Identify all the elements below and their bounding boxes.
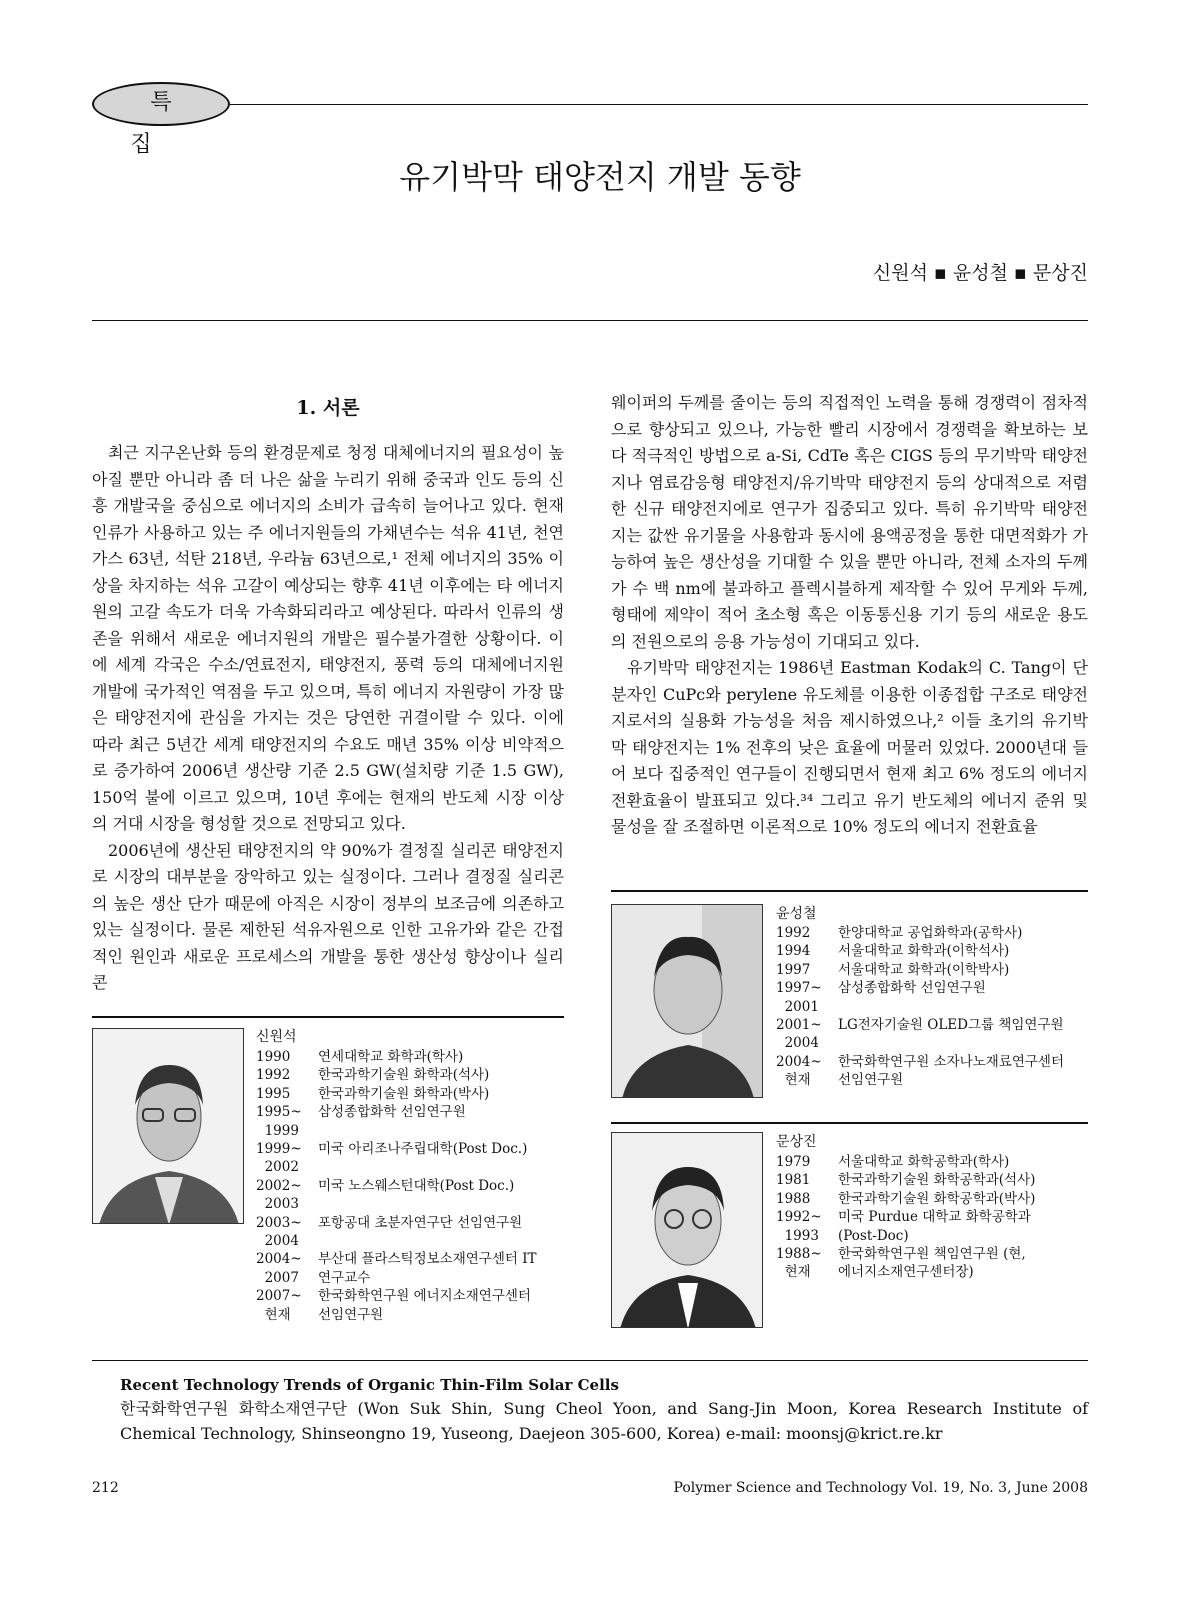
- author-photo-yoon: [611, 904, 763, 1098]
- bio-name-shin: 신원석: [256, 1029, 297, 1045]
- bio-year: 2001~ 2004: [776, 1017, 822, 1052]
- bio-desc: 한국과학기술원 화학공학과(석사): [838, 1172, 1036, 1189]
- bio-year: 2004~ 현재: [776, 1053, 822, 1089]
- bio-desc: 삼성종합화학 선임연구원: [318, 1104, 466, 1121]
- bio-year: 1979: [776, 1154, 811, 1170]
- bio-table-yoon: [776, 924, 1078, 1090]
- bio-desc: 한국과학기술원 화학과(석사): [318, 1067, 490, 1084]
- bio-rule: [611, 1122, 1088, 1124]
- author-line: 신원석 ▪ 윤성철 ▪ 문상진: [872, 262, 1088, 284]
- bio-desc: 한국화학연구원 책임연구원 (현, 에너지소재연구센터장): [838, 1246, 1026, 1281]
- bio-year: 2004~ 2007: [256, 1251, 302, 1286]
- bio-row: [256, 1048, 548, 1066]
- bio-desc: 한국과학기술원 화학공학과(박사): [838, 1190, 1036, 1207]
- bio-table-shin: [256, 1048, 548, 1324]
- bio-row: [256, 1177, 548, 1214]
- journal-citation: Polymer Science and Technology Vol. 19, No. 3, June 2008: [673, 1480, 1088, 1496]
- bio-row: [776, 1208, 1038, 1245]
- bio-desc: 한국과학기술원 화학과(박사): [318, 1085, 490, 1102]
- bio-desc: 삼성종합화학 선임연구원: [838, 980, 986, 997]
- bio-year: 1992: [776, 925, 811, 941]
- bio-year: 1988~ 현재: [776, 1246, 822, 1281]
- bio-year: 1994: [776, 943, 811, 960]
- bio-row: [776, 961, 1078, 979]
- bio-rule: [92, 1016, 564, 1018]
- bio-desc: 부산대 플라스틱정보소재연구센터 IT 연구교수: [318, 1251, 537, 1286]
- bio-rule: [611, 890, 1088, 892]
- bio-row: [256, 1103, 548, 1140]
- portrait-icon: [612, 905, 763, 1098]
- bio-desc: 연세대학교 화학과(학사): [318, 1049, 464, 1065]
- footer-rule: [92, 1360, 1088, 1361]
- bio-row: [776, 1245, 1038, 1282]
- header-rule: [230, 104, 1088, 105]
- bio-row: [776, 1053, 1078, 1090]
- bio-row: [776, 942, 1078, 960]
- paragraph: 2006년에 생산된 태양전지의 약 90%가 결정질 실리콘 태양전지로 시장의 대부분을 장악하고 있는 실정이다. 그러나 결정질 실리콘의 높은 생산 단가 때문에 아직은 시장이 정부의 보조금에 의존하고 있는 실정이다. 물론 제한된 석유자원으로 인한 고유가와 같은 간접적인 원인과 새로운 프로세스의 개발을 통한 생산성 향상이나 실리콘: [92, 840, 564, 992]
- bio-year: 1997~ 2001: [776, 980, 822, 1015]
- bio-name-moon: 문상진: [776, 1134, 817, 1150]
- bio-name-yoon: 윤성철: [776, 906, 817, 922]
- page-number: 212: [92, 1480, 119, 1496]
- bio-year: 2002~ 2003: [256, 1177, 302, 1213]
- bio-desc: 미국 Purdue 대학교 화학공학과 (Post-Doc): [838, 1209, 1031, 1244]
- portrait-icon: [93, 1029, 244, 1224]
- section-heading: 1. 서론: [296, 397, 360, 419]
- bio-year: 1997: [776, 961, 811, 978]
- paragraph: 유기박막 태양전지는 1986년 Eastman Kodak의 C. Tang이 단분자인 CuPc와 perylene 유도체를 이용한 이종접합 구조로 태양전지로서의 실용화 가능성을 처음 제시하였으나,² 이들 초기의 유기박막 태양전지는 1% 전후의 낮은 효율에 머물러 있었다. 2000년대 들어 보다 집중적인 연구들이 진행되면서 현재 최고 6% 정도의 에너지 전환효율이 발표되고 있다.³⁴ 그리고 유기 반도체의 에너지 준위 및 물성을 잘 조절하면 이론적으로 10% 정도의 에너지 전환효율: [611, 658, 1088, 836]
- bio-year: 1992: [256, 1067, 291, 1084]
- bio-desc: LG전자기술원 OLED그룹 책임연구원: [838, 1017, 1064, 1034]
- bio-year: 1988: [776, 1190, 811, 1207]
- bio-row: [256, 1140, 548, 1177]
- bio-row: [256, 1214, 548, 1251]
- bio-year: 2007~ 현재: [256, 1288, 302, 1323]
- bio-year: 1981: [776, 1172, 811, 1189]
- bio-row: [256, 1250, 548, 1287]
- affiliation: 한국화학연구원 화학소재연구단 (Won Suk Shin, Sung Cheol Yoon, and Sang-Jin Moon, Korea Research Institute of Chemical Technology, Shinseongno 19, Yuseong, Daejeon 305-600, Korea) e-mail: moonsj@krict.re.kr: [120, 1399, 1088, 1443]
- right-column: [611, 390, 1088, 841]
- bio-year: 2003~ 2004: [256, 1214, 302, 1250]
- bio-row: [776, 1016, 1078, 1053]
- bio-year: 1999~ 2002: [256, 1141, 302, 1176]
- bio-row: [256, 1066, 548, 1084]
- bio-desc: 한국화학연구원 에너지소재연구센터 선임연구원: [318, 1288, 531, 1323]
- bio-table-moon: [776, 1153, 1038, 1282]
- bio-year: 1995~ 1999: [256, 1104, 302, 1139]
- bio-desc: 서울대학교 화학과(이학석사): [838, 943, 1010, 960]
- bio-desc: 포항공대 초분자연구단 선임연구원: [318, 1214, 523, 1231]
- bio-row: [256, 1287, 548, 1324]
- left-column: [92, 440, 564, 997]
- bio-year: 1995: [256, 1085, 291, 1102]
- paragraph: 최근 지구온난화 등의 환경문제로 청정 대체에너지의 필요성이 높아질 뿐만 아니라 좀 더 나은 삶을 누리기 위해 중국과 인도 등의 신흥 개발국을 중심으로 에너지의 소비가 급속히 늘어나고 있다. 현재 인류가 사용하고 있는 주 에너지원들의 가채년수는 석유 41년, 천연가스 63년, 석탄 218년, 우라늄 63년으로,¹ 전체 에너지의 35% 이상을 차지하는 석유 고갈이 예상되는 향후 41년 이후에는 타 에너지원의 고갈 속도가 더욱 가속화되리라고 예상된다. 따라서 인류의 생존을 위해서 새로운 에너지원의 개발은 필수불가결한 상황이다. 이에 세계 각국은 수소/연료전지, 태양전지, 풍력 등의 대체에너지원 개발에 국가적인 역점을 두고 있으며, 특히 에너지 자원량이 가장 많은 태양전지에 관심을 가지는 것은 당연한 귀결이랄 수 있다. 이에 따라 최근 5년간 세계 태양전지의 수요도 매년 35% 이상 비약적으로 증가하여 2006년 생산량 기준 2.5 GW(설치량 기준 1.5 GW), 150억 불에 이르고 있으며, 10년 후에는 현재의 반도체 시장 이상의 거대 시장을 형성할 것으로 전망되고 있다.: [92, 443, 564, 833]
- author-photo-shin: [92, 1028, 244, 1224]
- bio-row: [776, 924, 1078, 942]
- english-title: Recent Technology Trends of Organic Thin-Film Solar Cells: [120, 1376, 619, 1394]
- bio-desc: 미국 노스웨스턴대학(Post Doc.): [318, 1177, 515, 1194]
- bio-row: [776, 1153, 1038, 1171]
- bio-desc: 한양대학교 공업화학과(공학사): [838, 925, 1023, 941]
- bio-desc: 서울대학교 화학과(이학박사): [838, 961, 1010, 978]
- article-title: 유기박막 태양전지 개발 동향: [399, 158, 801, 196]
- bio-row: [256, 1085, 548, 1103]
- bio-year: 1990: [256, 1049, 291, 1065]
- bio-desc: 미국 아리조나주립대학(Post Doc.): [318, 1141, 528, 1158]
- bio-desc: 서울대학교 화학공학과(학사): [838, 1154, 1010, 1170]
- author-photo-moon: [611, 1132, 763, 1328]
- portrait-icon: [612, 1133, 763, 1328]
- title-rule: [92, 320, 1088, 321]
- bio-row: [776, 1190, 1038, 1208]
- bio-row: [776, 979, 1078, 1016]
- bio-row: [776, 1171, 1038, 1189]
- section-tag: 특 집: [130, 90, 212, 157]
- paragraph: 웨이퍼의 두께를 줄이는 등의 직접적인 노력을 통해 경쟁력이 점차적으로 향상되고 있으나, 가능한 빨리 시장에서 경쟁력을 확보하는 보다 적극적인 방법으로 a-Si, CdTe 혹은 CIGS 등의 무기박막 태양전지나 염료감응형 태양전지/유기박막 태양전지 등의 상대적으로 저렴한 신규 태양전지에로 연구가 집중되고 있다. 특히 유기박막 태양전지는 값싼 유기물을 사용함과 동시에 용액공정을 통한 대면적화가 가능하여 높은 생산성을 기대할 수 있을 뿐만 아니라, 전체 소자의 두께가 수 백 nm에 불과하고 플렉시블하게 제작할 수 있어 무게와 두께, 형태에 제약이 적어 초소형 혹은 이동통신용 기기 등의 새로운 용도의 전원으로의 응용 가능성이 기대되고 있다.: [611, 393, 1088, 651]
- bio-desc: 한국화학연구원 소자나노재료연구센터 선임연구원: [838, 1053, 1064, 1089]
- bio-year: 1992~ 1993: [776, 1209, 822, 1244]
